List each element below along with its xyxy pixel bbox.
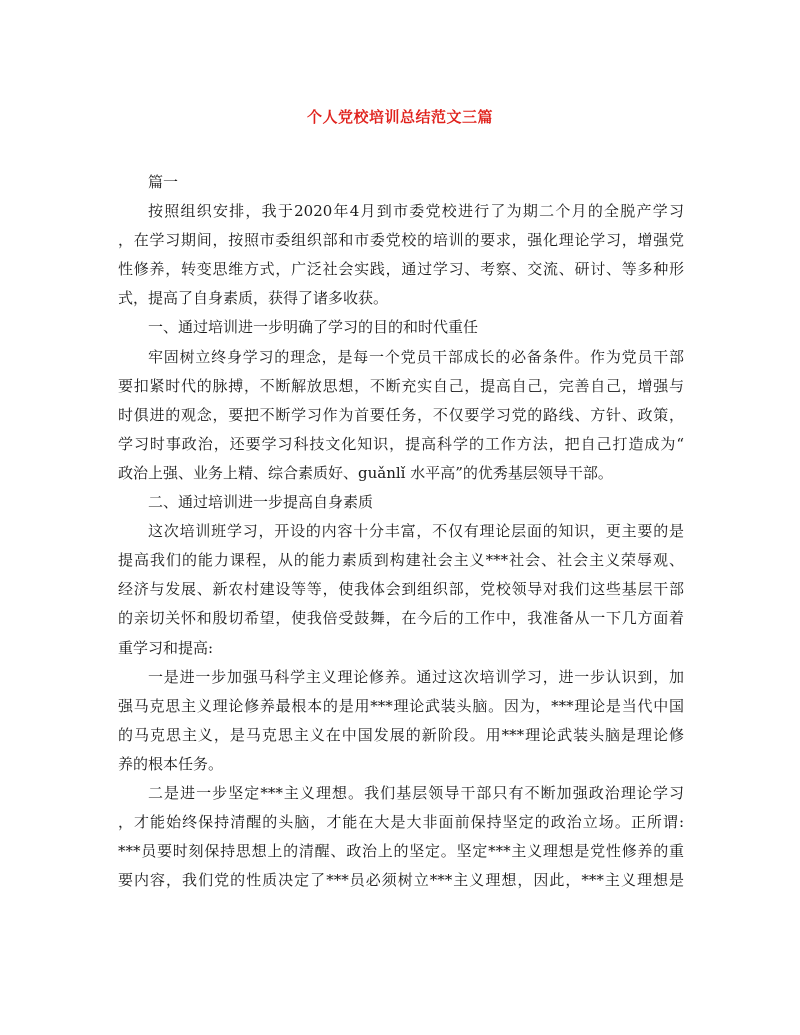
text-line: 牢固树立终身学习的理念，是每一个党员干部成长的必备条件。作为党员干部 <box>148 347 684 366</box>
text-line: 政治上强、业务上精、综合素质好、guǎnlǐ 水平高”的优秀基层领导干部。 <box>118 463 613 482</box>
text-line: 要扣紧时代的脉搏，不断解放思想，不断充实自己，提高自己，完善自己，增强与 <box>118 376 684 395</box>
text-line: 一、通过培训进一步明确了学习的目的和时代重任 <box>148 318 479 337</box>
text-line: 的亲切关怀和殷切希望，使我倍受鼓舞，在今后的工作中，我准备从一下几方面着 <box>118 609 684 628</box>
text-line: 提高我们的能力课程，从的能力素质到构建社会主义***社会、社会主义荣辱观、 <box>118 551 684 570</box>
text-line: 时俱进的观念，要把不断学习作为首要任务，不仅要学习党的路线、方针、政策， <box>118 405 684 424</box>
text-line: 一是进一步加强马科学主义理论修养。通过这次培训学习，进一步认识到，加 <box>148 667 684 686</box>
text-line: ***员要时刻保持思想上的清醒、政治上的坚定。坚定***主义理想是党性修养的重 <box>118 842 684 861</box>
text-line: 强马克思主义理论修养最根本的是用***理论武装头脑。因为，***理论是当代中国 <box>118 696 684 715</box>
text-line: 的马克思主义，是马克思主义在中国发展的新阶段。用***理论武装头脑是理论修 <box>118 725 684 744</box>
text-line: 篇一 <box>148 173 179 191</box>
text-line: 这次培训班学习，开设的内容十分丰富，不仅有理论层面的知识，更主要的是 <box>148 522 684 541</box>
text-line: ，才能始终保持清醒的头脑，才能在大是大非面前保持坚定的政治立场。正所谓: <box>118 813 684 832</box>
text-line: 重学习和提高: <box>118 638 214 657</box>
text-line: 经济与发展、新农村建设等等，使我体会到组织部，党校领导对我们这些基层干部 <box>118 580 684 599</box>
text-line: 学习时事政治，还要学习科技文化知识，提高科学的工作方法，把自己打造成为“ <box>118 434 684 453</box>
document-body <box>118 168 684 895</box>
text-line: 二、通过培训进一步提高自身素质 <box>148 493 374 512</box>
text-line: 性修养，转变思维方式，广泛社会实践，通过学习、考察、交流、研讨、等多种形 <box>118 260 684 279</box>
text-line: 式，提高了自身素质，获得了诸多收获。 <box>118 289 389 308</box>
text-line: 养的根本任务。 <box>118 754 224 773</box>
text-line: 要内容，我们党的性质决定了***员必须树立***主义理想，因此，***主义理想是 <box>118 871 684 890</box>
text-line: ，在学习期间，按照市委组织部和市委党校的培训的要求，强化理论学习，增强党 <box>118 231 684 250</box>
document-title: 个人党校培训总结范文三篇 <box>306 108 493 126</box>
text-line: 按照组织安排，我于2020年4月到市委党校进行了为期二个月的全脱产学习 <box>148 202 684 221</box>
text-line: 二是进一步坚定***主义理想。我们基层领导干部只有不断加强政治理论学习 <box>148 783 684 802</box>
